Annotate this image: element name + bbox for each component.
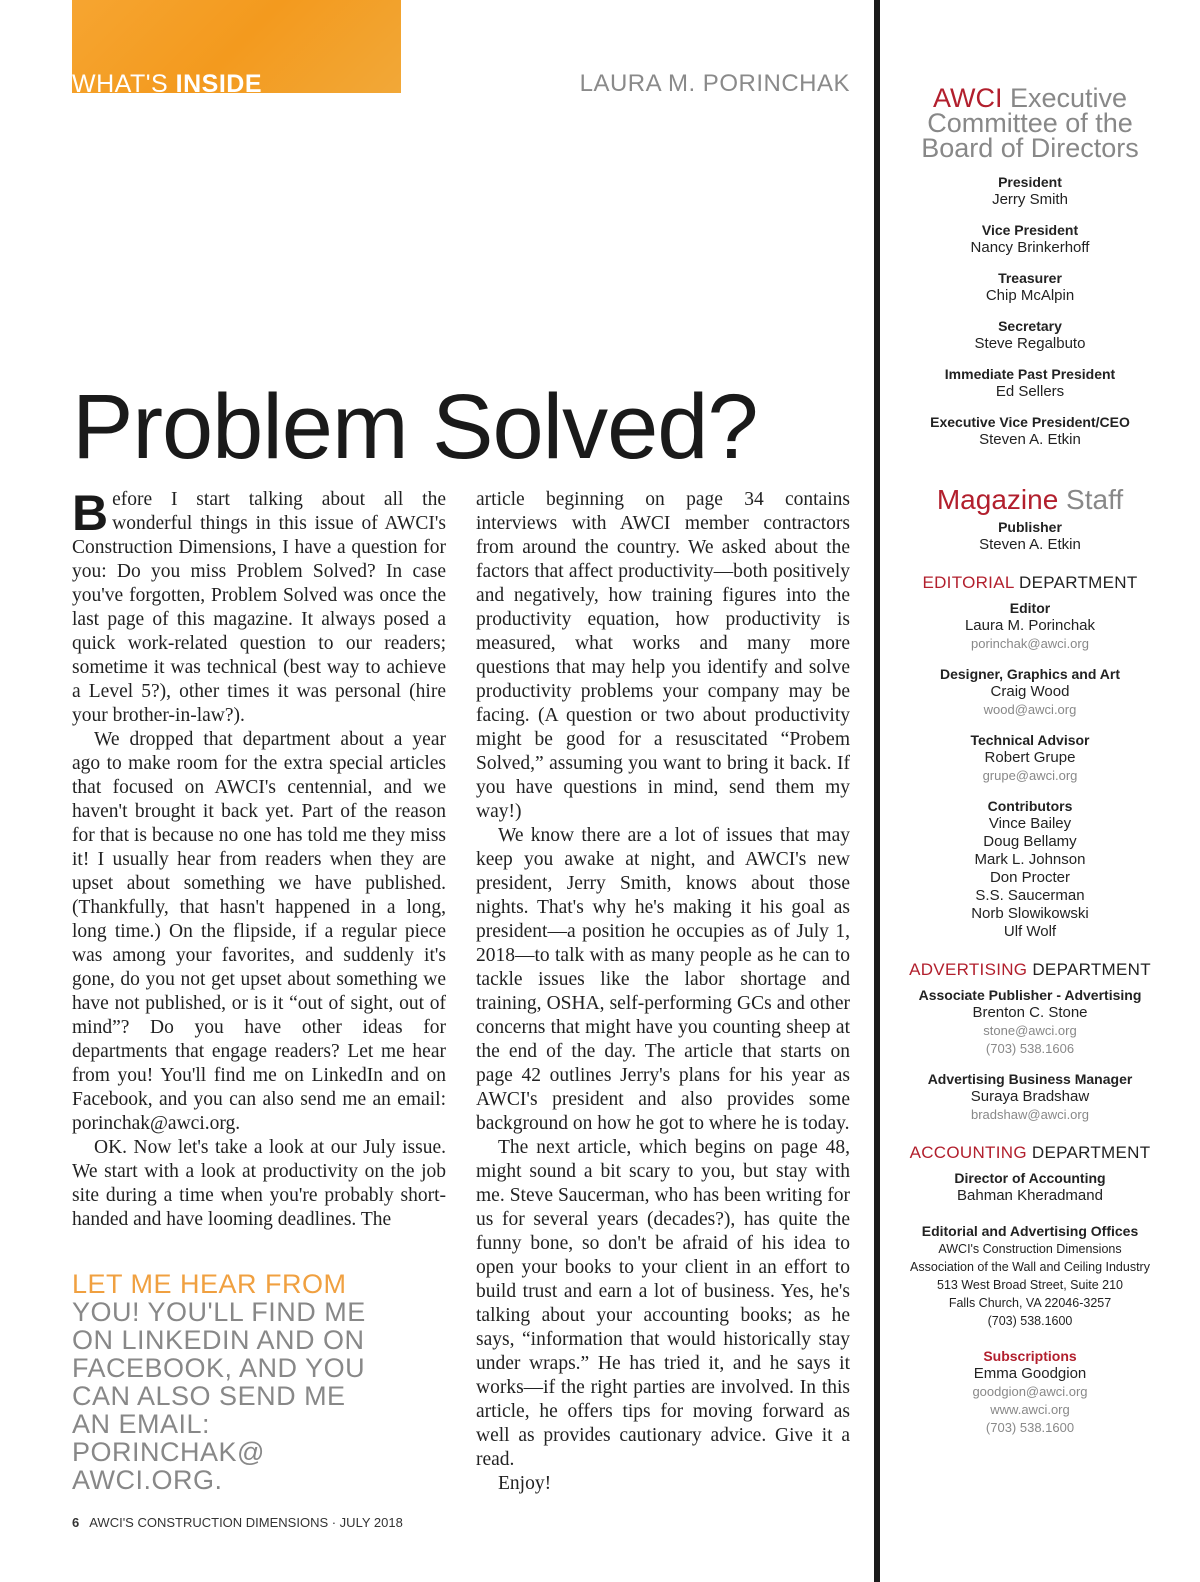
publisher-name: Steven A. Etkin xyxy=(979,536,1081,553)
officer-name: Ed Sellers xyxy=(995,383,1065,400)
contributor-name: S.S. Saucerman xyxy=(975,887,1085,904)
staff-phone: (703) 538.1606 xyxy=(985,1041,1075,1056)
staff-role: Director of Accounting xyxy=(954,1170,1106,1186)
staff-name: Laura M. Porinchak xyxy=(964,617,1096,634)
office-line: AWCI's Construction Dimensions xyxy=(938,1242,1122,1256)
dept-red: ACCOUNTING xyxy=(909,1143,1027,1162)
exec-committee-title xyxy=(895,83,1165,163)
staff-name: Brenton C. Stone xyxy=(972,1004,1088,1021)
drop-cap: B xyxy=(72,485,109,541)
pull-quote xyxy=(72,1270,372,1494)
paragraph: OK. Now let's take a look at our July issue. We start with a look at productivity on the job site during a time when you're probably short-handed and have looming deadlines. The xyxy=(72,1137,446,1230)
officer-role: President xyxy=(998,174,1062,190)
staff-email[interactable]: stone@awci.org xyxy=(983,1023,1077,1038)
staff-role: Technical Advisor xyxy=(970,732,1090,748)
staff-name: Suraya Bradshaw xyxy=(970,1088,1090,1105)
website-link[interactable]: www.awci.org xyxy=(990,1402,1070,1417)
office-line: (703) 538.1600 xyxy=(987,1314,1073,1328)
subscriptions-phone: (703) 538.1600 xyxy=(985,1420,1075,1435)
officer-name: Jerry Smith xyxy=(992,191,1068,208)
contributors-role: Contributors xyxy=(987,798,1073,814)
paragraph xyxy=(72,485,446,728)
kicker-bold: INSIDE xyxy=(175,70,263,93)
subscriptions-email[interactable]: goodgion@awci.org xyxy=(972,1384,1088,1399)
paragraph: We dropped that department about a year ago to make room for the extra special articles that focused on AWCI's centennial, and we haven't brought it back yet. Part of the reason for that is because no one has told me they miss it! I usually hear from readers when they are upset about something we have published. (Thankfully, that hasn't happened in a long, long time.) On the flipside, if a regular piece was among your favorites, and suddenly it's gone, do you not get upset about something we have not published, or is it “out of sight, out of mind”? Do you have other ideas for departments that engage readers? Let me hear from you! You'll find me on LinkedIn and on Facebook, and you can also send me an email: porinchak@awci.org. xyxy=(72,729,446,1134)
officer-name: Steve Regalbuto xyxy=(974,335,1086,352)
column-divider xyxy=(874,0,880,1582)
office-line: 513 West Broad Street, Suite 210 xyxy=(937,1278,1123,1292)
editorial-dept-heading xyxy=(895,572,1165,594)
staff-role: Advertising Business Manager xyxy=(927,1071,1133,1087)
contributor-name: Mark L. Johnson xyxy=(974,851,1086,868)
staff-role: Editor xyxy=(1009,600,1051,616)
staff-name: Craig Wood xyxy=(990,683,1070,700)
section-kicker xyxy=(72,69,262,93)
dept-rest: DEPARTMENT xyxy=(1032,960,1151,979)
officer-name: Nancy Brinkerhoff xyxy=(970,239,1090,256)
staff-email[interactable]: grupe@awci.org xyxy=(982,768,1078,783)
officer-role: Executive Vice President/CEO xyxy=(930,414,1130,430)
staff-name: Bahman Kheradmand xyxy=(957,1187,1103,1204)
dept-rest: DEPARTMENT xyxy=(1031,1143,1151,1162)
staff-role: Associate Publisher - Advertising xyxy=(918,987,1142,1003)
contributor-name: Vince Bailey xyxy=(988,815,1072,832)
officer-name: Chip McAlpin xyxy=(985,287,1075,304)
officer-role: Secretary xyxy=(998,318,1062,334)
dept-red: ADVERTISING xyxy=(909,960,1028,979)
officer-role: Treasurer xyxy=(998,270,1062,286)
staff-email[interactable]: bradshaw@awci.org xyxy=(971,1107,1089,1122)
staff-title-grey: Staff xyxy=(1066,484,1124,515)
advertising-dept-heading xyxy=(895,959,1165,981)
dept-rest: DEPARTMENT xyxy=(1019,573,1138,592)
article-column-1 xyxy=(72,485,446,1232)
pull-quote-lead: LET ME HEAR FROM xyxy=(72,1269,347,1299)
contributor-name: Don Procter xyxy=(989,869,1071,886)
exec-title-red: AWCI xyxy=(932,83,1003,113)
paragraph: We know there are a lot of issues that may keep you awake at night, and AWCI's new president, Jerry Smith, knows about those nights. That's why he's making it his goal as president—a position he occupies as of July 1, 2018—to talk with as many people as he can to tackle issues like the labor shortage and training, OSHA, self-performing GCs and other concerns that might have you counting sheep at the end of the day. The article that starts on page 42 outlines Jerry's plans for his year as AWCI's president and also provides some background on how he got to where he is today. xyxy=(476,825,850,1134)
page-number: 6 xyxy=(72,1515,80,1530)
paragraph: article beginning on page 34 contains interviews with AWCI member contractors from around the country. We asked about the factors that affect productivity—both positively and negatively, how training figures into the productivity equation, how productivity is measured, what works and many more questions that may help you identify and solve productivity problems your company may be facing. (A question or two about productivity might be good for a resuscitated “Probem Solved,” assuming you want to bring it back. If you have questions in mind, send them my way!) xyxy=(476,489,850,822)
accounting-dept-heading xyxy=(895,1142,1165,1164)
staff-role: Designer, Graphics and Art xyxy=(940,666,1120,682)
offices-heading: Editorial and Advertising Offices xyxy=(921,1223,1139,1239)
dept-red: EDITORIAL xyxy=(922,573,1014,592)
paragraph: The next article, which begins on page 48, might sound a bit scary to you, but stay with me. Steve Saucerman, who has been writing for us for several years (decades?), has quite the funny bone, so don't be afraid of his idea to open your books to your client in an effort to build trust and earn a lot of business. Yes, he's talking about your accounting books; as he says, “information that would historically stay under wraps.” He has tried it, and he says it works—if the right parties are involved. In this article, he offers tips for moving forward as well as provides cautionary advice. Give it a read. xyxy=(476,1137,850,1470)
officer-role: Vice President xyxy=(981,222,1079,238)
staff-title-red: Magazine xyxy=(936,484,1059,515)
staff-email[interactable]: porinchak@awci.org xyxy=(971,636,1089,651)
author-byline: LAURA M. PORINCHAK xyxy=(579,70,850,97)
footer-text: AWCI'S CONSTRUCTION DIMENSIONS · JULY 2018 xyxy=(89,1515,403,1530)
subscriptions-name: Emma Goodgion xyxy=(973,1365,1087,1382)
contributor-name: Doug Bellamy xyxy=(983,833,1077,850)
masthead-sidebar xyxy=(895,83,1165,1437)
article-column-2 xyxy=(476,488,850,1496)
pull-quote-text: YOU! YOU'LL FIND ME ON LINKEDIN AND ON FACEBOOK, AND YOU CAN ALSO SEND ME AN EMAIL: PORINCHAK@ AWCI.ORG. xyxy=(72,1297,366,1495)
paragraph-text: efore I start talking about all the wonderful things in this issue of AWCI's Construction Dimensions, I have a question for you: Do you miss Problem Solved? In case you've forgotten, Problem Solved was once the last page of this magazine. It always posed a quick work-related question to our readers; sometime it was technical (best way to achieve a Level 5?), other times it was personal (hire your brother-in-law?). xyxy=(72,489,446,726)
office-line: Association of the Wall and Ceiling Industry xyxy=(910,1260,1150,1274)
contributor-name: Ulf Wolf xyxy=(1003,923,1057,940)
exec-title-rest: Executive Committee of the Board of Directors xyxy=(921,83,1139,163)
staff-name: Robert Grupe xyxy=(984,749,1076,766)
office-line: Falls Church, VA 22046-3257 xyxy=(948,1296,1112,1310)
publisher-role: Publisher xyxy=(998,519,1062,535)
page-footer xyxy=(72,1515,403,1530)
kicker-light: WHAT'S xyxy=(72,70,169,93)
article-title: Problem Solved? xyxy=(72,376,758,478)
officer-name: Steven A. Etkin xyxy=(979,431,1081,448)
magazine-staff-title xyxy=(895,485,1165,515)
contributor-name: Norb Slowikowski xyxy=(971,905,1089,922)
paragraph: Enjoy! xyxy=(498,1473,552,1494)
officer-role: Immediate Past President xyxy=(944,366,1116,382)
subscriptions-heading: Subscriptions xyxy=(983,1348,1077,1364)
staff-email[interactable]: wood@awci.org xyxy=(983,702,1077,717)
